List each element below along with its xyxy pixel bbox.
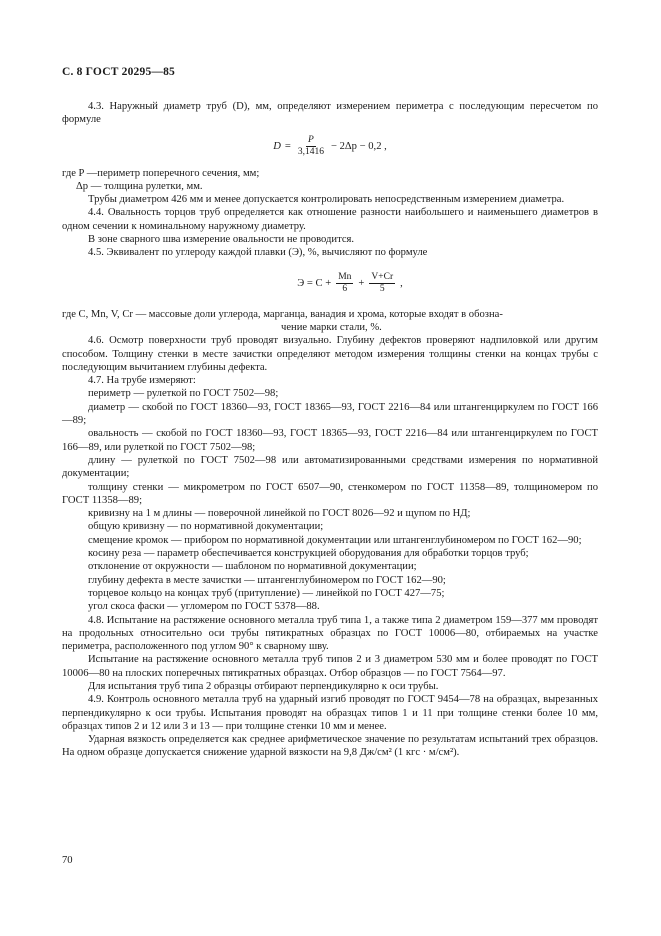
where-mass-fractions-cont: чение марки стали, %.	[281, 321, 382, 333]
formula-rest: − 2Δp − 0,2 ,	[330, 140, 387, 152]
measure-end-ring: торцевое кольцо на концах труб (притупление) — линейкой по ГОСТ 427—75;	[88, 587, 445, 599]
formula-numerator: P	[307, 135, 314, 146]
where-perimeter: где P —периметр поперечного сечения, мм;	[62, 167, 260, 179]
formula-denominator: 3,1416	[297, 147, 324, 158]
formula-lhs: D	[273, 140, 281, 152]
paragraph-4-4: 4.4. Овальность торцов труб определяется как отношение разности наибольшего и наименьшего диаметров в одном сечении к номинальному наружному диаметру.	[62, 207, 598, 232]
paragraph-4-8: 4.8. Испытание на растяжение основного металла труб типа 1, а также типа 2 диаметром 159—377 мм проводят на продольных относительно оси трубы пятикратных образцах по ГОСТ 10006—80, отбираемых на участке периметра, расположенного под углом 90° к сварному шву.	[62, 614, 598, 653]
measure-wall-thickness: толщину стенки — микрометром по ГОСТ 6507—90, стенкомером по ГОСТ 11358—89, толщиномером по ГОСТ 11358—89;	[62, 481, 598, 506]
measure-bevel-angle: угол скоса фаски — угломером по ГОСТ 5378—88.	[88, 601, 320, 613]
measure-perimeter: периметр — рулеткой по ГОСТ 7502—98;	[88, 388, 279, 400]
formula2-fraction-mn	[336, 272, 353, 295]
body-text	[62, 100, 598, 760]
paragraph-4-6: 4.6. Осмотр поверхности труб проводят визуально. Глубину дефектов проверяют надпиловкой или другим способом. Толщину стенки в месте зачистки определяют методом измерения толщины стенки на концах трубы с последующим вычитанием глубины дефекта.	[62, 335, 598, 373]
measure-circularity: отклонение от окружности — шаблоном по нормативной документации;	[88, 561, 417, 573]
formula2-den-vcr: 5	[379, 284, 385, 295]
measure-curvature-1m: кривизну на 1 м длины — поверочной линейкой по ГОСТ 8026—92 и щупом по НД;	[88, 508, 471, 520]
measure-ovality: овальность — скобой по ГОСТ 18360—93, ГОСТ 18365—93, ГОСТ 2216—84 или штангенциркулем по ГОСТ 166—89, или рулеткой по ГОСТ 7502—98;	[62, 428, 598, 453]
formula2-num-vcr: V+Cr	[371, 272, 394, 283]
formula-fraction	[296, 135, 326, 158]
formula-diameter	[62, 127, 598, 167]
paragraph-4-7: 4.7. На трубе измеряют:	[88, 375, 196, 387]
measure-cut-skew: косину реза — параметр обеспечивается конструкцией оборудования для обработки торцов труб;	[88, 548, 529, 560]
formula2-num-mn: Mn	[338, 272, 352, 283]
paragraph-tensile: Испытание на растяжение основного металла труб типов 2 и 3 диаметром 530 мм и более проводят по ГОСТ 10006—80 на плоских поперечных пятикратных образцах. Отбор образцов — по ГОСТ 7564—97.	[62, 654, 598, 679]
formula2-den-mn: 6	[342, 284, 348, 295]
paragraph-4-3: 4.3. Наружный диаметр труб (D), мм, определяют измерением периметра с последующим пересчетом по формуле	[62, 101, 598, 126]
formula2-end: ,	[400, 278, 403, 290]
measure-length: длину — рулеткой по ГОСТ 7502—98 или автоматизированными средствами измерения по нормативной документации;	[62, 454, 598, 480]
formula-carbon-equivalent	[102, 260, 598, 308]
formula-eq: =	[284, 140, 291, 152]
page-number: 70	[62, 855, 73, 866]
measure-defect-depth: глубину дефекта в месте зачистки — штангенглубиномером по ГОСТ 162—90;	[88, 574, 446, 586]
page-header: С. 8 ГОСТ 20295—85	[62, 66, 175, 78]
formula2-fraction-vcr	[369, 272, 395, 295]
measure-diameter: диаметр — скобой по ГОСТ 18360—93, ГОСТ 18365—93, ГОСТ 2216—84 или штангенциркулем по ГОСТ 166—89;	[62, 401, 598, 427]
where-mass-fractions: где C, Mn, V, Cr — массовые доли углерода, марганца, ванадия и хрома, которые входят в обозна-	[62, 308, 503, 320]
measure-curvature-total: общую кривизну — по нормативной документации;	[88, 521, 324, 533]
measure-edge-offset: смещение кромок — прибором по нормативной документации или штангенглубиномером по ГОСТ 162—90;	[88, 534, 582, 546]
paragraph-4-5: 4.5. Эквивалент по углероду каждой плавки (Э), %, вычисляют по формуле	[88, 247, 428, 259]
paragraph-weld-zone: В зоне сварного шва измерение овальности не проводится.	[88, 234, 355, 246]
paragraph-4-9: 4.9. Контроль основного металла труб на ударный изгиб проводят по ГОСТ 9454—78 на образцах, вырезанных перпендикулярно к оси трубы. Испытания проводят на образцах типов 1 и 11 при толщине стенки более 10 мм, образцах типов 2 и 12 или 3 и 13 — при толщине стенки 10 мм и менее.	[62, 694, 598, 732]
where-tape-thickness: Δp — толщина рулетки, мм.	[76, 180, 203, 192]
paragraph-type2: Для испытания труб типа 2 образцы отбирают перпендикулярно к оси трубы.	[88, 680, 439, 692]
formula2-lhs: Э = С +	[297, 278, 332, 290]
paragraph-impact: Ударная вязкость определяется как среднее арифметическое значение по результатам испытаний трех образцов. На одном образце допускается снижение ударной вязкости на 9,8 Дж/см² (1 кгс · м/см²).	[62, 734, 598, 759]
formula2-plus: +	[358, 278, 365, 290]
paragraph-pipes-426: Трубы диаметром 426 мм и менее допускается контролировать непосредственным измерением диаметра.	[88, 194, 565, 206]
